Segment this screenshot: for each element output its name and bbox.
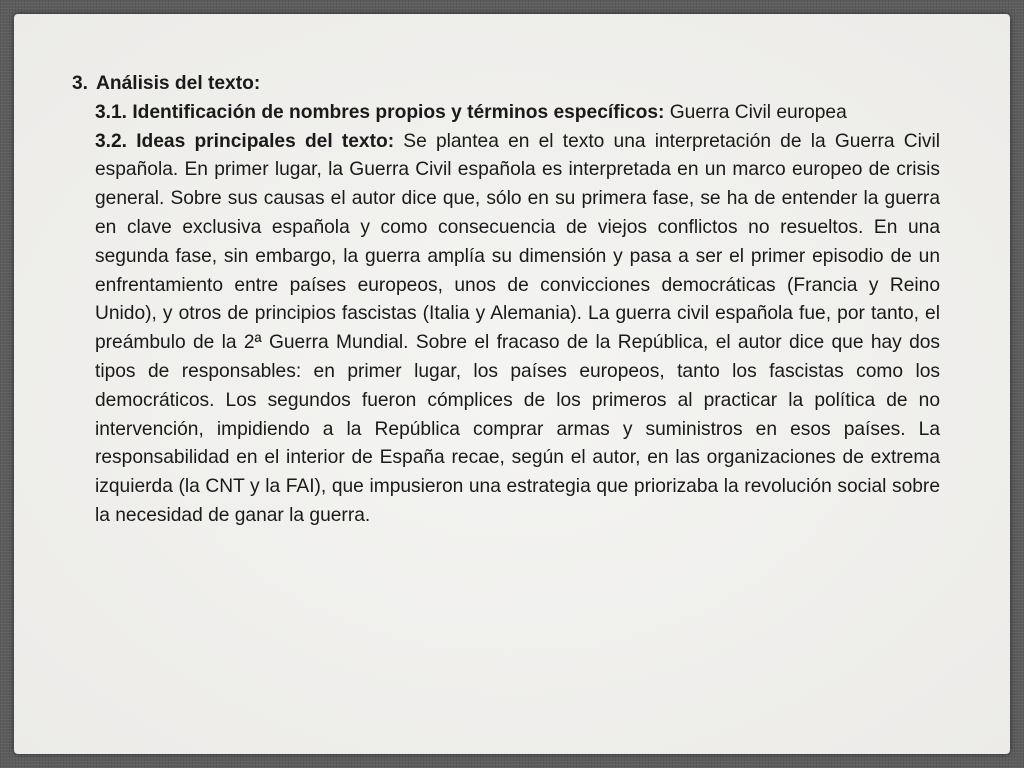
subsection-identificacion-label: 3.1. Identificación de nombres propios y términos específicos:	[95, 101, 665, 123]
subsection-ideas-text: Se plantea en el texto una interpretación de la Guerra Civil española. En primer lugar, la Guerra Civil española es interpretada en un marco europeo de crisis general. Sobre sus causas el autor dice que, sólo en su primera fase, se ha de entender la guerra en clave exclusiva española y como consecuencia de viejos conflictos no resueltos. En una segunda fase, sin embargo, la guerra amplía su dimensión y pasa a ser el primer episodio de un enfrentamiento entre países europeos, unos de convicciones democráticas (Francia y Reino Unido), y otros de principios fascistas (Italia y Alemania). La guerra civil española fue, por tanto, el preámbulo de la 2ª Guerra Mundial. Sobre el fracaso de la República, el autor dice que hay dos tipos de responsables: en primer lugar, los países europeos, tanto los fascistas como los democráticos. Los segundos fueron cómplices de los primeros al practicar la política de no intervención, impidiendo a la República comprar armas y suministros en esos países. La responsabilidad en el interior de España recae, según el autor, en las organizaciones de extrema izquierda (la CNT y la FAI), que impusieron una estrategia que priorizaba la revolución social sobre la necesidad de ganar la guerra.	[95, 130, 940, 526]
subsection-ideas-label: 3.2. Ideas principales del texto:	[95, 130, 395, 152]
subsection-identificacion-text: Guerra Civil europea	[664, 101, 847, 123]
section-title: Análisis del texto:	[96, 73, 261, 94]
subsection-identificacion	[70, 99, 940, 128]
slide-background	[14, 14, 1010, 754]
subsection-ideas-principales	[70, 128, 940, 531]
slide-content	[70, 70, 940, 531]
section-number: 3.	[72, 73, 89, 94]
section-heading	[70, 70, 940, 99]
